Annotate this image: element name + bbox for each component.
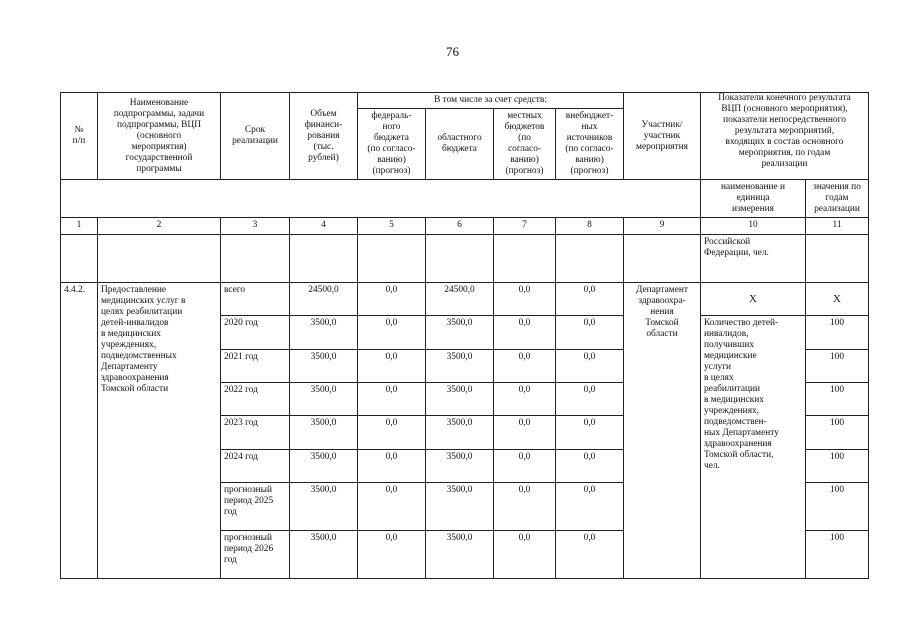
row-extra: 0,0 <box>556 450 624 483</box>
column-number: 5 <box>358 218 426 235</box>
row-federal: 0,0 <box>358 531 426 579</box>
table-row <box>61 283 869 316</box>
row-local: 0,0 <box>494 416 556 450</box>
column-number: 1 <box>61 218 98 235</box>
row-value: 100 <box>806 450 869 483</box>
header-col-local: местных бюджетов (по согласо- ванию) (прогноз) <box>494 109 556 180</box>
row-period: всего <box>221 283 290 316</box>
header-col-participant: Участник/ участник мероприятия <box>624 93 701 180</box>
row-total: 3500,0 <box>290 416 358 450</box>
column-number: 8 <box>556 218 624 235</box>
row-period: прогнозный период 2025 год <box>221 483 290 531</box>
row-regional: 3500,0 <box>426 531 494 579</box>
total-indicator-name: X <box>701 283 806 316</box>
row-extra: 0,0 <box>556 316 624 350</box>
row-regional: 3500,0 <box>426 316 494 350</box>
column-number: 10 <box>701 218 806 235</box>
row-period: 2021 год <box>221 350 290 383</box>
row-local: 0,0 <box>494 450 556 483</box>
row-extra: 0,0 <box>556 483 624 531</box>
row-period: 2022 год <box>221 383 290 416</box>
row-regional: 3500,0 <box>426 450 494 483</box>
row-total: 3500,0 <box>290 483 358 531</box>
row-value: 100 <box>806 531 869 579</box>
header-col-indicator-values: значения по годам реализации <box>806 180 869 218</box>
row-regional: 24500,0 <box>426 283 494 316</box>
header-col-federal: федераль- ного бюджета (по согласо- ванию) (прогноз) <box>358 109 426 180</box>
row-federal: 0,0 <box>358 383 426 416</box>
header-col-number: № п/п <box>61 93 98 180</box>
row-federal: 0,0 <box>358 416 426 450</box>
row-value: 100 <box>806 316 869 350</box>
header-group-indicators: Показатели конечного результата ВЦП (основного мероприятия), показатели непосредственного результата мероприятий, входящих в состав основного мероприятия, по годам реализации <box>701 93 869 180</box>
row-extra: 0,0 <box>556 416 624 450</box>
column-number: 4 <box>290 218 358 235</box>
item-indicator-name: Количество детей- инвалидов, получивших медицинские услуги в целях реабилитации в медицинских учреждениях, подведомствен- ных Департаменту здравоохранения Томской области, чел. <box>701 316 806 579</box>
row-period: прогнозный период 2026 год <box>221 531 290 579</box>
page-number: 76 <box>446 44 459 59</box>
column-number: 7 <box>494 218 556 235</box>
row-federal: 0,0 <box>358 350 426 383</box>
row-regional: 3500,0 <box>426 350 494 383</box>
column-number: 3 <box>221 218 290 235</box>
row-total: 3500,0 <box>290 383 358 416</box>
row-local: 0,0 <box>494 283 556 316</box>
row-value: 100 <box>806 350 869 383</box>
row-regional: 3500,0 <box>426 383 494 416</box>
column-number: 11 <box>806 218 869 235</box>
header-col-name: Наименование подпрограммы, задачи подпрограммы, ВЦП (основного мероприятия) государственной программы <box>98 93 221 180</box>
row-total: 3500,0 <box>290 450 358 483</box>
row-total: 3500,0 <box>290 316 358 350</box>
program-table <box>60 92 869 579</box>
item-number: 4.4.2. <box>61 283 98 579</box>
column-numbers-row <box>61 218 869 235</box>
column-number: 2 <box>98 218 221 235</box>
row-extra: 0,0 <box>556 350 624 383</box>
row-period: 2020 год <box>221 316 290 350</box>
row-total: 3500,0 <box>290 531 358 579</box>
row-local: 0,0 <box>494 483 556 531</box>
header-col-indicator-name: наименование и единица измерения <box>701 180 806 218</box>
row-regional: 3500,0 <box>426 483 494 531</box>
row-federal: 0,0 <box>358 316 426 350</box>
row-total: 3500,0 <box>290 350 358 383</box>
column-number: 6 <box>426 218 494 235</box>
header-col-period: Срок реализации <box>221 93 290 180</box>
row-federal: 0,0 <box>358 283 426 316</box>
row-local: 0,0 <box>494 350 556 383</box>
row-value: 100 <box>806 383 869 416</box>
item-name: Предоставление медицинских услуг в целях реабилитации детей-инвалидов в медицинских учреждениях, подведомственных Департаменту здравоохранения Томской области <box>98 283 221 579</box>
continuation-text: Российской Федерации, чел. <box>701 235 806 283</box>
row-extra: 0,0 <box>556 531 624 579</box>
header-col-total: Объем финанси- рования (тыс. рублей) <box>290 93 358 180</box>
continuation-row <box>61 235 869 283</box>
row-period: 2023 год <box>221 416 290 450</box>
row-value: X <box>806 283 869 316</box>
row-federal: 0,0 <box>358 450 426 483</box>
header-col-regional: областного бюджета <box>426 109 494 180</box>
header-col-extra: внебюджет- ных источников (по согласо- ванию) (прогноз) <box>556 109 624 180</box>
item-participant: Департамент здравоохра- нения Томской области <box>624 283 701 579</box>
row-local: 0,0 <box>494 316 556 350</box>
column-number: 9 <box>624 218 701 235</box>
row-extra: 0,0 <box>556 283 624 316</box>
row-period: 2024 год <box>221 450 290 483</box>
row-federal: 0,0 <box>358 483 426 531</box>
header-group-sources: В том числе за счет средств: <box>358 93 624 109</box>
row-regional: 3500,0 <box>426 416 494 450</box>
row-value: 100 <box>806 416 869 450</box>
row-local: 0,0 <box>494 531 556 579</box>
row-extra: 0,0 <box>556 383 624 416</box>
row-local: 0,0 <box>494 383 556 416</box>
row-value: 100 <box>806 483 869 531</box>
row-total: 24500,0 <box>290 283 358 316</box>
